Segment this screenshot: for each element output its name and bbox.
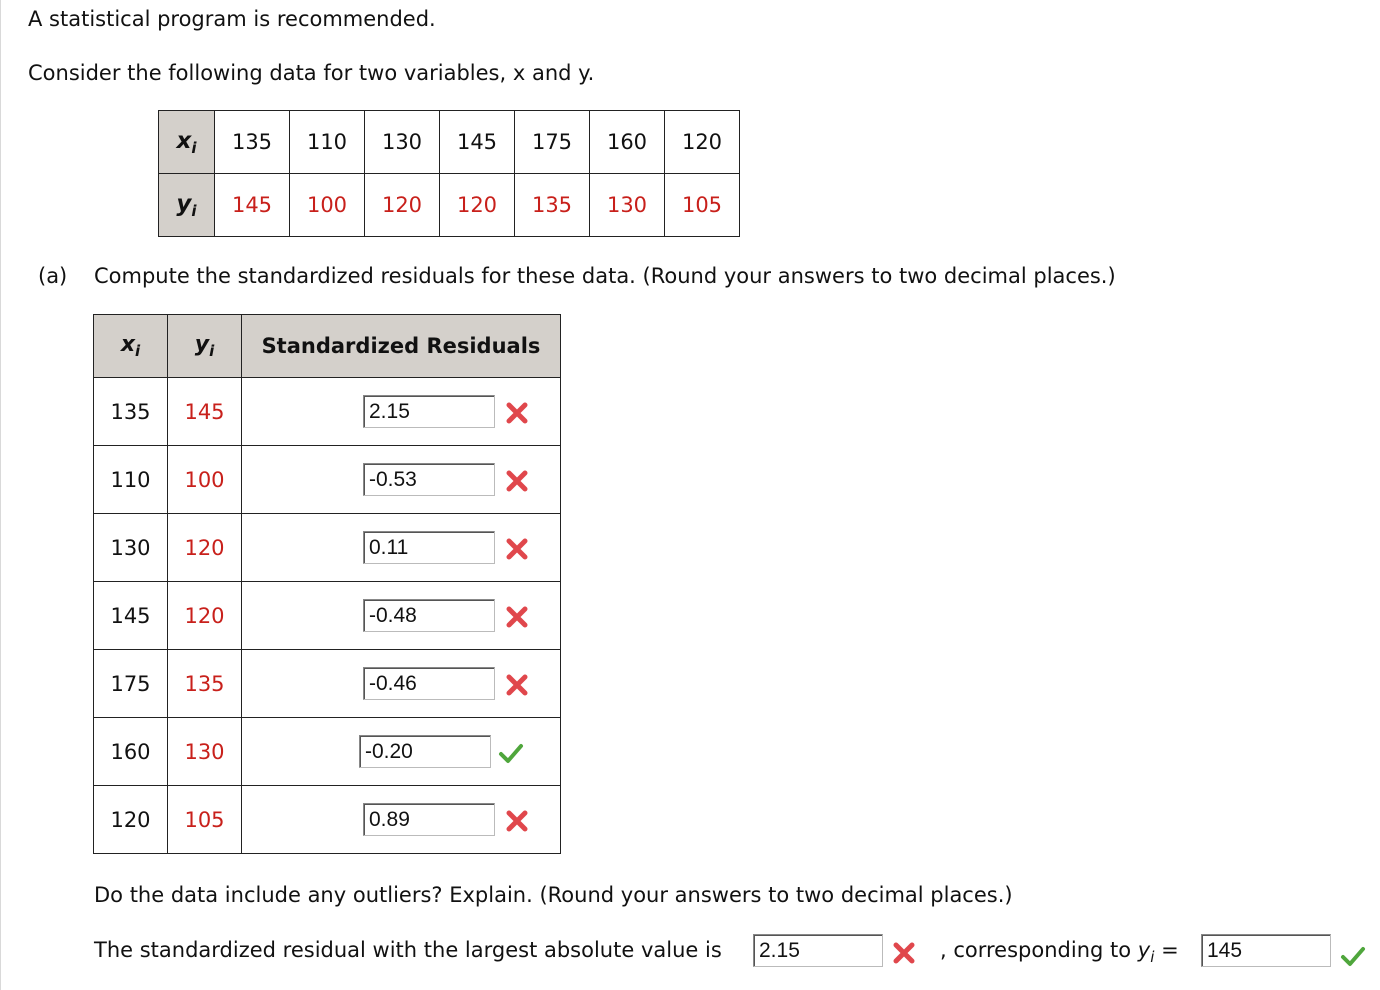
residual-input[interactable]: 0.89 <box>363 803 495 836</box>
incorrect-icon <box>504 536 530 562</box>
incorrect-icon <box>504 672 530 698</box>
y-cell: 100 <box>168 446 242 514</box>
answer-cell <box>242 378 561 446</box>
answer-cell <box>242 786 561 854</box>
y-cell: 120 <box>168 514 242 582</box>
correct-check-icon <box>1340 943 1366 969</box>
residual-input[interactable]: -0.46 <box>363 667 495 700</box>
residual-input[interactable]: 0.11 <box>363 531 495 564</box>
x-cell: 120 <box>94 786 168 854</box>
table-row <box>94 718 561 786</box>
data-row-x <box>159 111 740 174</box>
x-cell: 145 <box>94 582 168 650</box>
y-value-cell: 120 <box>440 174 515 237</box>
x-cell: 160 <box>94 718 168 786</box>
y-value-cell: 135 <box>515 174 590 237</box>
incorrect-icon <box>504 808 530 834</box>
largest-residual-input[interactable]: 2.15 <box>753 934 883 967</box>
recommendation-text: A statistical program is recommended. <box>28 7 436 31</box>
residual-input[interactable]: -0.20 <box>359 735 491 768</box>
y-value-cell: 100 <box>290 174 365 237</box>
corresponding-label: , corresponding to <box>940 938 1132 962</box>
incorrect-icon <box>504 468 530 494</box>
x-value-cell: 175 <box>515 111 590 174</box>
x-column-header: $x_i$ <box>94 315 168 378</box>
y-value-cell: 145 <box>215 174 290 237</box>
outlier-question: Do the data include any outliers? Explain. (Round your answers to two decimal places.) <box>94 883 1013 907</box>
y-subscript: i <box>1150 948 1155 966</box>
residual-header-row <box>94 315 561 378</box>
y-cell: 145 <box>168 378 242 446</box>
x-cell: 175 <box>94 650 168 718</box>
answer-cell <box>242 514 561 582</box>
residual-input[interactable]: 2.15 <box>363 395 495 428</box>
y-variable: y <box>1137 938 1151 962</box>
x-value-cell: 145 <box>440 111 515 174</box>
residual-input[interactable]: -0.53 <box>363 463 495 496</box>
y-header-cell: $y_i$ <box>159 174 215 237</box>
x-value-cell: 110 <box>290 111 365 174</box>
residual-column-header: Standardized Residuals <box>242 315 561 378</box>
equals-sign: = <box>1161 938 1179 962</box>
table-row <box>94 446 561 514</box>
corresponding-y-input[interactable]: 145 <box>1201 934 1331 967</box>
y-column-header: $y_i$ <box>168 315 242 378</box>
x-value-cell: 130 <box>365 111 440 174</box>
y-value-cell: 130 <box>590 174 665 237</box>
data-table <box>158 110 740 237</box>
table-row <box>94 650 561 718</box>
table-row <box>94 378 561 446</box>
x-value-cell: 120 <box>665 111 740 174</box>
incorrect-icon <box>504 604 530 630</box>
answer-cell <box>242 446 561 514</box>
x-header-cell: $x_i$ <box>159 111 215 174</box>
corresponding-text <box>940 940 1179 965</box>
page-left-border <box>0 0 1 990</box>
consider-text-content: Consider the following data for two variables, x and y. <box>28 61 595 85</box>
largest-residual-sentence: The standardized residual with the largest absolute value is <box>94 938 722 962</box>
y-cell: 105 <box>168 786 242 854</box>
x-cell: 135 <box>94 378 168 446</box>
incorrect-icon <box>891 940 917 966</box>
residual-table <box>93 314 561 854</box>
table-row <box>94 582 561 650</box>
x-value-cell: 135 <box>215 111 290 174</box>
x-cell: 130 <box>94 514 168 582</box>
table-row <box>94 514 561 582</box>
part-a-label: (a) <box>38 264 68 288</box>
answer-cell <box>242 718 561 786</box>
x-value-cell: 160 <box>590 111 665 174</box>
data-row-y <box>159 174 740 237</box>
answer-cell <box>242 582 561 650</box>
part-a-prompt: Compute the standardized residuals for these data. (Round your answers to two decimal places.) <box>94 264 1116 288</box>
correct-check-icon <box>498 740 524 766</box>
y-cell: 130 <box>168 718 242 786</box>
answer-cell <box>242 650 561 718</box>
residual-input[interactable]: -0.48 <box>363 599 495 632</box>
y-value-cell: 120 <box>365 174 440 237</box>
y-cell: 135 <box>168 650 242 718</box>
x-cell: 110 <box>94 446 168 514</box>
consider-text <box>28 63 594 84</box>
y-value-cell: 105 <box>665 174 740 237</box>
table-row <box>94 786 561 854</box>
incorrect-icon <box>504 400 530 426</box>
y-cell: 120 <box>168 582 242 650</box>
